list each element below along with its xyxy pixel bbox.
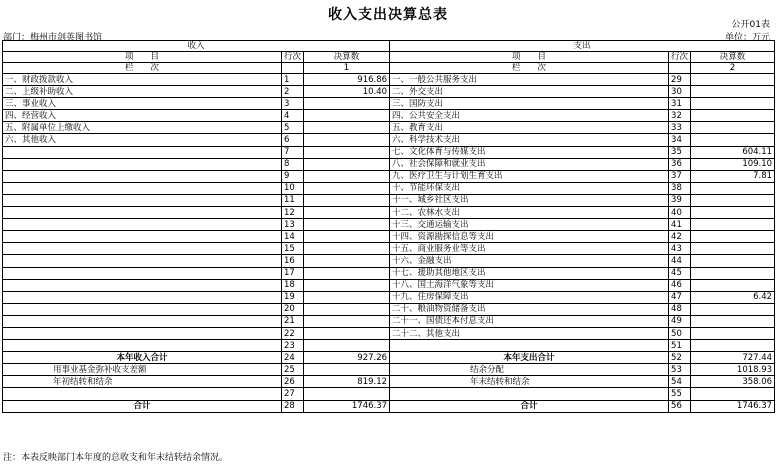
expense-row-number: 35 xyxy=(669,146,691,158)
income-amount xyxy=(304,291,390,303)
income-item-label xyxy=(3,340,282,352)
expense-row-number: 31 xyxy=(669,98,691,110)
table-row xyxy=(3,219,775,231)
expense-item-label: 十一、城乡社区支出 xyxy=(390,194,669,206)
income-item-label xyxy=(3,170,282,182)
income-amount xyxy=(304,146,390,158)
table-row xyxy=(3,207,775,219)
expense-row-number: 39 xyxy=(669,194,691,206)
expense-row-number: 32 xyxy=(669,110,691,122)
form-number: 公开01表 xyxy=(731,20,770,30)
table-row xyxy=(3,158,775,170)
expense-amount: 109.10 xyxy=(691,158,775,170)
income-item-label: 二、上级补助收入 xyxy=(3,86,282,98)
income-column-number: 1 xyxy=(304,63,390,74)
income-summary-amount: 819.12 xyxy=(304,376,390,388)
expense-row-number: 49 xyxy=(669,315,691,327)
expense-item-label: 十、节能环保支出 xyxy=(390,182,669,194)
expense-item-label: 四、公共安全支出 xyxy=(390,110,669,122)
unit-label: 单位：万元 xyxy=(724,33,770,43)
expense-amount: 6.42 xyxy=(691,291,775,303)
income-amount xyxy=(304,158,390,170)
income-amount xyxy=(304,315,390,327)
expense-row-number: 55 xyxy=(669,388,691,400)
income-amount-header: 决算数 xyxy=(304,52,390,63)
income-item-label xyxy=(3,182,282,194)
expense-summary-amount: 1018.93 xyxy=(691,364,775,376)
income-row-number: 17 xyxy=(282,267,304,279)
income-amount xyxy=(304,219,390,231)
expense-amount xyxy=(691,267,775,279)
expense-row-number: 42 xyxy=(669,231,691,243)
income-item-label xyxy=(3,219,282,231)
income-row-number: 9 xyxy=(282,170,304,182)
expense-summary-amount: 358.06 xyxy=(691,376,775,388)
expense-item-label: 二十一、国债还本付息支出 xyxy=(390,315,669,327)
income-amount xyxy=(304,340,390,352)
income-row-number: 24 xyxy=(282,352,304,364)
income-row-number: 16 xyxy=(282,255,304,267)
income-item-label xyxy=(3,267,282,279)
income-amount xyxy=(304,303,390,315)
income-row-number: 3 xyxy=(282,98,304,110)
income-row-number: 15 xyxy=(282,243,304,255)
income-item-label xyxy=(3,327,282,339)
total-row xyxy=(3,400,775,412)
income-amount xyxy=(304,182,390,194)
income-row-number: 5 xyxy=(282,122,304,134)
income-item-label xyxy=(3,255,282,267)
expense-amount xyxy=(691,231,775,243)
expense-item-label: 五、教育支出 xyxy=(390,122,669,134)
income-item-header: 项 目 xyxy=(3,52,282,63)
expense-amount xyxy=(691,315,775,327)
department-label: 部门：梅州市剑英图书馆 xyxy=(3,33,103,43)
summary-row xyxy=(3,364,775,376)
income-summary-amount: 927.26 xyxy=(304,352,390,364)
income-item-label: 一、财政拨款收入 xyxy=(3,74,282,86)
expense-summary-amount: 727.44 xyxy=(691,352,775,364)
income-item-label: 四、经营收入 xyxy=(3,110,282,122)
income-amount: 10.40 xyxy=(304,86,390,98)
income-amount xyxy=(304,231,390,243)
expense-amount xyxy=(691,134,775,146)
expense-item-label: 二十、粮油物资储备支出 xyxy=(390,303,669,315)
expense-amount xyxy=(691,207,775,219)
table-row xyxy=(3,231,775,243)
income-summary-label: 合计 xyxy=(3,400,282,412)
income-lanci-label: 栏 次 xyxy=(3,63,282,74)
expense-item-label: 十四、资源勘探信息等支出 xyxy=(390,231,669,243)
table-row xyxy=(3,170,775,182)
income-summary-amount xyxy=(304,364,390,376)
income-lanci-blank xyxy=(282,63,304,74)
footnote: 注：本表反映部门本年度的总收支和年末结转结余情况。 xyxy=(3,453,229,463)
expense-row-number: 50 xyxy=(669,327,691,339)
income-amount xyxy=(304,98,390,110)
income-row-number: 4 xyxy=(282,110,304,122)
expense-row-number: 53 xyxy=(669,364,691,376)
expense-item-label: 七、文化体育与传媒支出 xyxy=(390,146,669,158)
income-item-label: 三、事业收入 xyxy=(3,98,282,110)
expense-row-number: 44 xyxy=(669,255,691,267)
expense-item-label: 一、一般公共服务支出 xyxy=(390,74,669,86)
income-amount xyxy=(304,134,390,146)
income-section-header: 收入 xyxy=(3,41,390,52)
table-row xyxy=(3,194,775,206)
income-amount xyxy=(304,327,390,339)
expense-row-number: 52 xyxy=(669,352,691,364)
expense-row-number: 47 xyxy=(669,291,691,303)
income-row-number: 25 xyxy=(282,364,304,376)
expense-row-number: 46 xyxy=(669,279,691,291)
table-row xyxy=(3,110,775,122)
income-row-number: 14 xyxy=(282,231,304,243)
table-row xyxy=(3,255,775,267)
expense-row-number: 33 xyxy=(669,122,691,134)
expense-amount: 604.11 xyxy=(691,146,775,158)
income-row-number: 28 xyxy=(282,400,304,412)
header-row-sections xyxy=(3,41,775,52)
expense-row-number: 54 xyxy=(669,376,691,388)
income-row-number: 11 xyxy=(282,194,304,206)
income-summary-amount xyxy=(304,388,390,400)
expense-item-label xyxy=(390,340,669,352)
income-row-number: 7 xyxy=(282,146,304,158)
page-title: 收入支出决算总表 xyxy=(328,7,448,23)
income-item-label: 五、附属单位上缴收入 xyxy=(3,122,282,134)
income-summary-label: 本年收入合计 xyxy=(3,352,282,364)
income-row-number: 13 xyxy=(282,219,304,231)
income-summary-label: 年初结转和结余 xyxy=(3,376,282,388)
income-item-label xyxy=(3,279,282,291)
income-amount xyxy=(304,110,390,122)
income-amount xyxy=(304,194,390,206)
expense-summary-label: 年末结转和结余 xyxy=(390,376,669,388)
income-amount xyxy=(304,279,390,291)
expense-item-label: 八、社会保障和就业支出 xyxy=(390,158,669,170)
expense-amount xyxy=(691,279,775,291)
expense-row-number: 40 xyxy=(669,207,691,219)
expense-amount: 7.81 xyxy=(691,170,775,182)
table-row xyxy=(3,98,775,110)
expense-item-label: 二、外交支出 xyxy=(390,86,669,98)
expense-item-label: 十八、国土海洋气象等支出 xyxy=(390,279,669,291)
expense-row-number: 56 xyxy=(669,400,691,412)
expense-row-number: 43 xyxy=(669,243,691,255)
income-amount xyxy=(304,207,390,219)
income-amount xyxy=(304,170,390,182)
table-row xyxy=(3,291,775,303)
income-amount xyxy=(304,255,390,267)
income-amount xyxy=(304,243,390,255)
income-row-number: 26 xyxy=(282,376,304,388)
table-row xyxy=(3,146,775,158)
table-row xyxy=(3,74,775,86)
expense-item-label: 十六、金融支出 xyxy=(390,255,669,267)
income-summary-amount: 1746.37 xyxy=(304,400,390,412)
income-item-label xyxy=(3,303,282,315)
table-row xyxy=(3,340,775,352)
expense-row-number: 51 xyxy=(669,340,691,352)
summary-row xyxy=(3,388,775,400)
income-row-number: 1 xyxy=(282,74,304,86)
expense-item-label: 十二、农林水支出 xyxy=(390,207,669,219)
expense-row-number: 45 xyxy=(669,267,691,279)
expense-row-number: 48 xyxy=(669,303,691,315)
header-row-columns xyxy=(3,52,775,63)
income-row-number: 18 xyxy=(282,279,304,291)
expense-summary-label: 本年支出合计 xyxy=(390,352,669,364)
income-row-number: 27 xyxy=(282,388,304,400)
expense-item-label: 九、医疗卫生与计划生育支出 xyxy=(390,170,669,182)
expense-item-label: 六、科学技术支出 xyxy=(390,134,669,146)
income-summary-label xyxy=(3,388,282,400)
income-amount xyxy=(304,122,390,134)
income-expense-table xyxy=(2,40,775,413)
expense-item-label: 十七、援助其他地区支出 xyxy=(390,267,669,279)
expense-item-label: 二十二、其他支出 xyxy=(390,327,669,339)
expense-item-label: 十三、交通运输支出 xyxy=(390,219,669,231)
expense-lanci-label: 栏 次 xyxy=(390,63,669,74)
expense-item-label: 三、国防支出 xyxy=(390,98,669,110)
table-row xyxy=(3,279,775,291)
income-row-number: 10 xyxy=(282,182,304,194)
table-row xyxy=(3,267,775,279)
expense-column-number: 2 xyxy=(691,63,775,74)
income-row-number: 8 xyxy=(282,158,304,170)
income-item-label xyxy=(3,291,282,303)
income-summary-label: 用事业基金弥补收支差额 xyxy=(3,364,282,376)
expense-item-header: 项 目 xyxy=(390,52,669,63)
expense-amount xyxy=(691,194,775,206)
table-row xyxy=(3,134,775,146)
expense-amount xyxy=(691,255,775,267)
table-row xyxy=(3,243,775,255)
income-row-number: 23 xyxy=(282,340,304,352)
income-item-label xyxy=(3,146,282,158)
income-item-label xyxy=(3,243,282,255)
income-item-label xyxy=(3,315,282,327)
income-item-label xyxy=(3,158,282,170)
income-item-label xyxy=(3,194,282,206)
table-row xyxy=(3,182,775,194)
income-item-label xyxy=(3,231,282,243)
expense-amount xyxy=(691,98,775,110)
table-row xyxy=(3,86,775,98)
expense-row-number: 30 xyxy=(669,86,691,98)
income-amount xyxy=(304,267,390,279)
expense-amount xyxy=(691,182,775,194)
expense-amount xyxy=(691,340,775,352)
table-row xyxy=(3,122,775,134)
expense-row-number: 41 xyxy=(669,219,691,231)
income-row-number: 6 xyxy=(282,134,304,146)
expense-section-header: 支出 xyxy=(390,41,775,52)
income-row-number: 12 xyxy=(282,207,304,219)
total-row xyxy=(3,352,775,364)
expense-amount xyxy=(691,243,775,255)
income-row-number: 20 xyxy=(282,303,304,315)
expense-row-number: 36 xyxy=(669,158,691,170)
expense-row-number: 29 xyxy=(669,74,691,86)
expense-amount xyxy=(691,122,775,134)
expense-row-number: 34 xyxy=(669,134,691,146)
income-row-number: 21 xyxy=(282,315,304,327)
expense-lanci-blank xyxy=(669,63,691,74)
income-item-label: 六、其他收入 xyxy=(3,134,282,146)
expense-item-label: 十五、商业服务业等支出 xyxy=(390,243,669,255)
expense-summary-amount xyxy=(691,388,775,400)
expense-summary-amount: 1746.37 xyxy=(691,400,775,412)
expense-amount xyxy=(691,110,775,122)
income-row-number: 19 xyxy=(282,291,304,303)
expense-row-number: 37 xyxy=(669,170,691,182)
expense-amount xyxy=(691,86,775,98)
header-row-column-index xyxy=(3,63,775,74)
expense-summary-label xyxy=(390,388,669,400)
income-item-label xyxy=(3,207,282,219)
expense-amount xyxy=(691,303,775,315)
expense-summary-label: 合计 xyxy=(390,400,669,412)
expense-row-number: 38 xyxy=(669,182,691,194)
expense-rownum-header: 行次 xyxy=(669,52,691,63)
table-row xyxy=(3,315,775,327)
expense-amount xyxy=(691,74,775,86)
expense-amount-header: 决算数 xyxy=(691,52,775,63)
expense-item-label: 十九、住房保障支出 xyxy=(390,291,669,303)
summary-row xyxy=(3,376,775,388)
income-amount: 916.86 xyxy=(304,74,390,86)
expense-amount xyxy=(691,327,775,339)
income-row-number: 22 xyxy=(282,327,304,339)
table-row xyxy=(3,327,775,339)
income-row-number: 2 xyxy=(282,86,304,98)
expense-amount xyxy=(691,219,775,231)
table-row xyxy=(3,303,775,315)
income-rownum-header: 行次 xyxy=(282,52,304,63)
expense-summary-label: 结余分配 xyxy=(390,364,669,376)
